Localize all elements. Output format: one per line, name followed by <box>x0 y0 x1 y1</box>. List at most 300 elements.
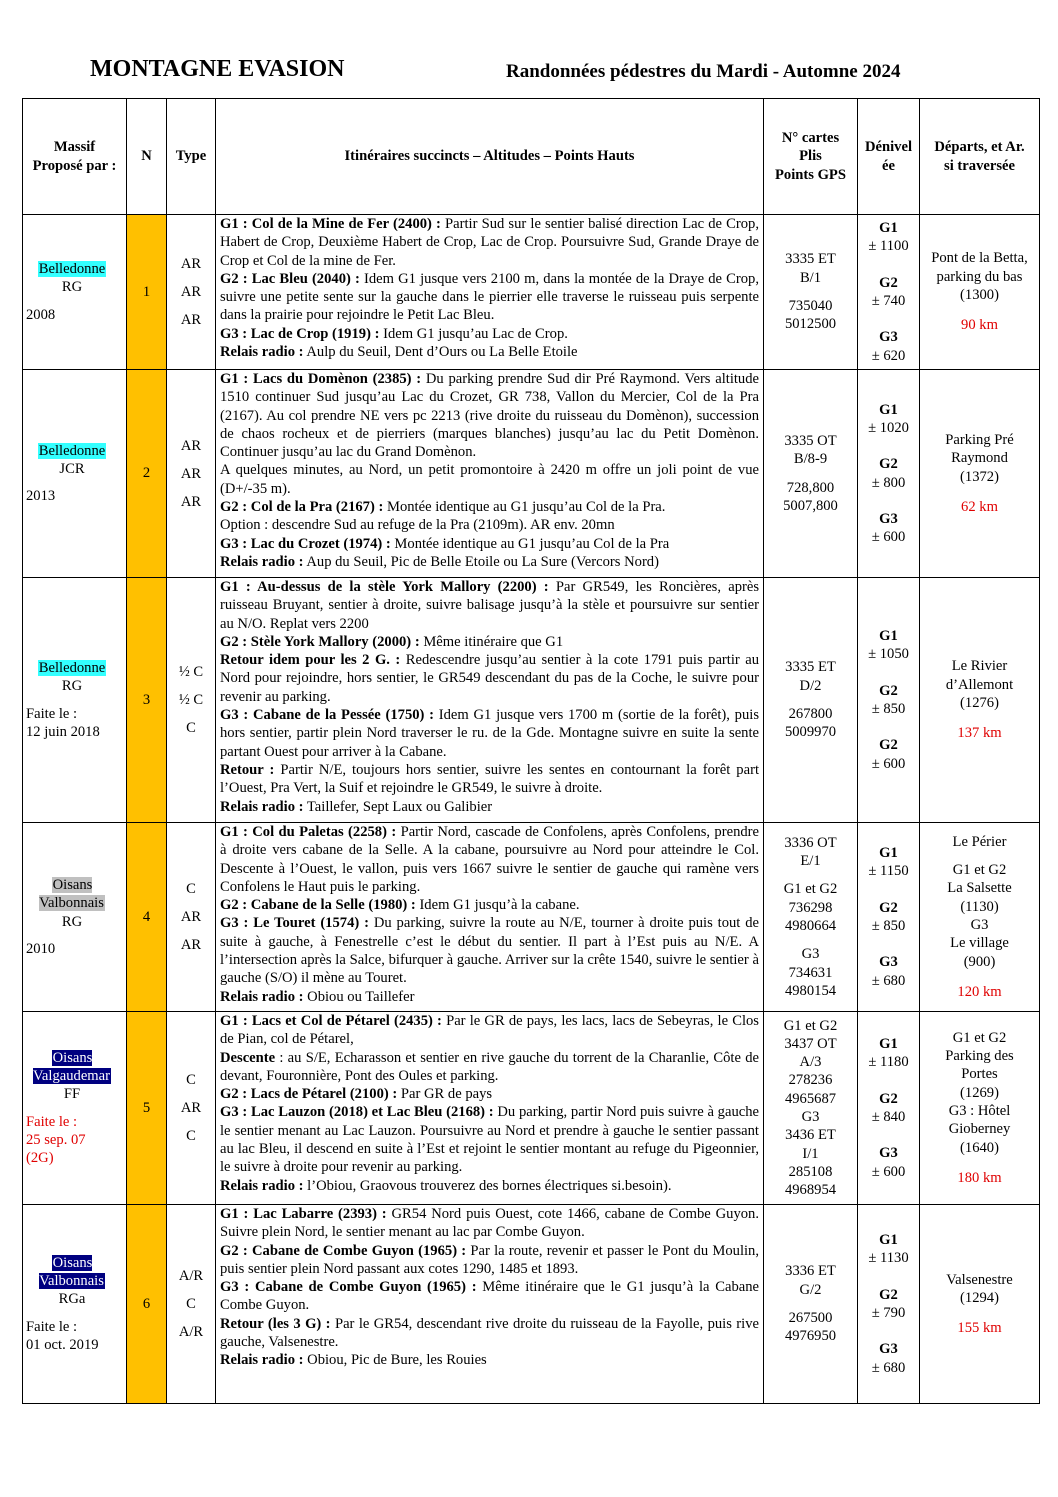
map-line: 4968954 <box>784 1182 837 1199</box>
departure-line: Le Rivier <box>951 658 1008 675</box>
itinerary-label: G3 : Lac du Crozet (1974) : <box>220 535 391 552</box>
massif-cell <box>23 578 127 823</box>
type-value: AR <box>180 937 202 953</box>
massif-name <box>26 876 118 913</box>
group-label: G1 <box>879 628 898 645</box>
elevation-gain: ± 1150 <box>868 863 909 880</box>
departure-line: d’Allemont <box>945 676 1014 693</box>
itinerary-text: Redescendre jusqu’au sentier à la cote 1791 puis partir au Nord pour rejoindre, hors sentier, le GR549 descendant du pas de la Coche, le suivre pour revenir au parking. <box>220 652 759 705</box>
col-denivelee: Dénivel ée <box>858 99 920 215</box>
map-line: E/1 <box>800 853 821 870</box>
col-n: N <box>127 99 167 215</box>
table-row <box>23 370 1040 578</box>
departure-line: G1 et G2 <box>952 862 1007 879</box>
itinerary-text: Idem G1 jusqu’à la cabane. <box>415 897 580 914</box>
elevation-cell <box>858 1205 920 1404</box>
type-value: AR <box>180 312 202 328</box>
map-line: 5007,800 <box>783 497 838 514</box>
distance-km: 120 km <box>957 983 1002 1000</box>
massif-cell <box>23 370 127 578</box>
departure-line: G1 et G2 <box>952 1029 1007 1046</box>
itinerary-line <box>220 370 759 461</box>
type-value: C <box>186 1296 196 1312</box>
departure-line: La Salsette <box>947 880 1012 897</box>
itinerary-cell <box>216 370 764 578</box>
date-line: 2008 <box>26 306 56 323</box>
distance-km: 180 km <box>957 1169 1002 1186</box>
departure-line: Portes <box>961 1066 998 1083</box>
map-line: 267800 <box>788 706 833 722</box>
itinerary-text: Obiou ou Taillefer <box>303 988 415 1005</box>
departure-line: Gioberney <box>948 1121 1011 1138</box>
massif-block <box>26 659 118 696</box>
date-line: 12 juin 2018 <box>26 723 100 740</box>
itinerary-text: Taillefer, Sept Laux ou Galibier <box>303 798 493 815</box>
itinerary-line <box>220 1012 759 1049</box>
elevation-cell <box>858 1012 920 1205</box>
group-label: G3 <box>879 1145 898 1162</box>
itinerary-text: Par GR549, les Roncières, après ruisseau Bruyant, sentier à droite, suivre balisage jusqu’à la stèle et poursuivre sur sentier au N/O. Replat vers 2200 <box>220 579 760 632</box>
departure-line: (1130) <box>960 898 999 915</box>
itinerary-text: Par le GR de pays, les lacs, lacs de Sebeyras, le Clos de Pian, col de Pétarel, <box>220 1013 759 1048</box>
itinerary-text: Idem G1 jusqu’au Lac de Crop. <box>379 325 568 342</box>
table-row <box>23 1205 1040 1404</box>
elevation-gain: ± 850 <box>871 918 906 934</box>
map-cell <box>764 370 858 578</box>
itinerary-label: G3 : Lac Lauzon (2018) et Lac Bleu (2168) : <box>220 1104 494 1121</box>
date-line: Faite le : <box>26 1318 78 1335</box>
departure-line: Parking des <box>945 1048 1014 1065</box>
departure-line: (1372) <box>960 468 999 485</box>
departure-cell <box>920 823 1040 1012</box>
itinerary-line <box>220 1103 759 1176</box>
type-cell <box>167 215 216 370</box>
itinerary-text: Option : descendre Sud au refuge de la Pra (2109m). AR env. 20mn <box>220 517 615 534</box>
itinerary-label: G1 : Lac Labarre (2393) : <box>220 1206 387 1222</box>
itinerary-line <box>220 1351 759 1369</box>
itinerary-text: Du parking, partir Nord puis suivre à gauche le sentier menant au Lac Lauzon. Poursuivre au Nord et prendre à gauche le sentier passant au lac Bleu, il descend en suite à l’Est et rejoint le sentier montant au refuge du Pigeonnier, le suivre à droite pour revenir au parking. <box>220 1104 760 1176</box>
itinerary-label: G1 : Lacs et Col de Pétarel (2435) : <box>220 1013 442 1029</box>
map-line: 4976950 <box>784 1328 837 1345</box>
itinerary-label: Relais radio : <box>220 553 304 570</box>
map-line: I/1 <box>802 1145 819 1162</box>
map-line <box>764 1299 857 1309</box>
itinerary-line <box>220 1315 759 1352</box>
itinerary-text: Aup du Seuil, Pic de Belle Etoile ou La Sure (Vercors Nord) <box>303 553 659 570</box>
massif-cell <box>23 1205 127 1404</box>
itinerary-label: Retour idem pour les 2 G. : <box>220 652 401 669</box>
massif-badge: Oisans Valgaudemar <box>33 1049 110 1084</box>
hike-number: 2 <box>127 370 167 578</box>
itinerary-cell <box>216 1012 764 1205</box>
departure-line: (1269) <box>960 1084 999 1101</box>
map-line <box>764 870 857 880</box>
proposer: JCR <box>59 460 85 477</box>
itinerary-text: Du parking, suivre la route au N/E, tourner à droite puis tout de suite à gauche, à Fenestrelle c’est le début du sentier. Il part à l’Est puis au N/E. A l’intersection après la Salce, bifurquer à gauche. Arriver sur la crête 1540, suivre le sentier à gauche (S/O) il mène au Touret. <box>220 915 759 987</box>
departure-line: Valsenestre <box>946 1271 1013 1288</box>
map-line: G/2 <box>799 1281 822 1298</box>
group-label: G2 <box>879 899 898 916</box>
type-value: AR <box>180 284 202 300</box>
itinerary-line <box>220 325 759 343</box>
itinerary-line <box>220 761 759 798</box>
departure-line: (900) <box>963 953 996 970</box>
itinerary-line <box>220 1085 759 1103</box>
massif-block <box>26 1049 118 1104</box>
elevation-gain: ± 800 <box>871 474 906 491</box>
itinerary-cell <box>216 578 764 823</box>
itinerary-text: Montée identique au G1 jusqu’au Col de la Pra. <box>383 499 666 516</box>
itinerary-line <box>220 633 759 651</box>
type-value: C <box>186 1128 196 1144</box>
map-line <box>764 469 857 479</box>
map-line: 728,800 <box>786 479 835 496</box>
itinerary-label: Retour (les 3 G) : <box>220 1315 331 1332</box>
departure-line: Pont de la Betta, <box>931 250 1028 267</box>
type-value: C <box>186 1072 196 1088</box>
map-line: B/1 <box>799 269 822 286</box>
itinerary-line <box>220 896 759 914</box>
itinerary-cell <box>216 215 764 370</box>
elevation-gain: ± 680 <box>871 972 906 989</box>
group-label: G3 <box>879 510 898 527</box>
table-header-row <box>23 99 1040 215</box>
map-cell <box>764 1012 858 1205</box>
itinerary-line <box>220 343 759 361</box>
massif-block <box>26 260 118 297</box>
departure-cell <box>920 578 1040 823</box>
group-label: G3 <box>879 329 898 346</box>
itinerary-label: G1 : Col du Paletas (2258) : <box>220 824 397 840</box>
type-value: AR <box>180 1100 202 1116</box>
map-line: 267500 <box>788 1310 833 1326</box>
map-line: 3437 OT <box>784 1035 837 1052</box>
group-label: G2 <box>879 1090 898 1107</box>
map-line: 4965687 <box>784 1090 837 1107</box>
map-cell <box>764 578 858 823</box>
itinerary-line <box>220 988 759 1006</box>
col-cartes: N° cartes Plis Points GPS <box>764 99 858 215</box>
hike-number: 6 <box>127 1205 167 1404</box>
elevation-gain: ± 790 <box>871 1305 906 1321</box>
departure-line: G3 : Hôtel <box>948 1103 1011 1119</box>
map-line: 735040 <box>788 298 833 314</box>
club-title: MONTAGNE EVASION <box>90 56 345 82</box>
hikes-table <box>22 98 1040 1404</box>
massif-name <box>26 659 118 677</box>
elevation-gain: ± 1130 <box>868 1250 909 1267</box>
departure-line: parking du bas <box>936 268 1023 285</box>
itinerary-line <box>220 516 759 534</box>
distance-km: 155 km <box>957 1320 1002 1337</box>
type-cell <box>167 1012 216 1205</box>
departure-line: (1294) <box>960 1289 999 1306</box>
itinerary-line <box>220 706 759 761</box>
itinerary-line <box>220 270 759 325</box>
proposer: RG <box>61 913 83 930</box>
itinerary-line <box>220 553 759 571</box>
massif-badge: Belledonne <box>38 442 106 459</box>
map-line: 3436 ET <box>785 1127 836 1144</box>
proposer: FF <box>63 1086 81 1103</box>
table-row <box>23 578 1040 823</box>
itinerary-label: Relais radio : <box>220 344 304 361</box>
map-line: G3 <box>801 946 820 963</box>
type-cell <box>167 1205 216 1404</box>
map-line: D/2 <box>799 677 822 694</box>
group-label: G2 <box>879 456 898 473</box>
group-label: G1 <box>879 1232 898 1249</box>
departure-cell <box>920 1205 1040 1404</box>
massif-name <box>26 1254 118 1291</box>
elevation-gain: ± 680 <box>871 1359 906 1376</box>
type-value: ½ C <box>178 664 204 680</box>
group-label: G2 <box>879 737 898 754</box>
itinerary-line <box>220 578 759 633</box>
itinerary-label: G1 : Au-dessus de la stèle York Mallory (2200) : <box>220 579 549 595</box>
map-line: 3336 OT <box>784 834 837 851</box>
map-cell <box>764 215 858 370</box>
massif-badge: Belledonne <box>38 261 106 278</box>
col-type: Type <box>167 99 216 215</box>
map-line: G1 et G2 <box>783 881 838 898</box>
hike-number: 4 <box>127 823 167 1012</box>
map-line <box>764 287 857 297</box>
itinerary-text: Même itinéraire que G1 <box>419 633 564 650</box>
map-line: 736298 <box>788 899 833 916</box>
elevation-gain: ± 850 <box>871 701 906 717</box>
group-label: G2 <box>879 1286 898 1303</box>
departure-line: (1300) <box>960 287 999 303</box>
itinerary-line <box>220 1177 759 1195</box>
map-line <box>764 695 857 705</box>
elevation-gain: ± 600 <box>871 1163 906 1180</box>
group-label: G1 <box>879 220 898 237</box>
itinerary-line <box>220 535 759 553</box>
itinerary-line <box>220 798 759 816</box>
departure-line <box>920 851 1039 861</box>
itinerary-text: Par GR de pays <box>397 1086 493 1103</box>
departure-line: (1640) <box>960 1139 999 1156</box>
type-cell <box>167 370 216 578</box>
map-line: 4980664 <box>784 918 837 934</box>
itinerary-label: G2 : Cabane de la Selle (1980) : <box>220 897 416 914</box>
itinerary-label: G2 : Lacs de Pétarel (2100) : <box>220 1086 398 1103</box>
itinerary-label: G2 : Col de la Pra (2167) : <box>220 499 384 516</box>
itinerary-cell <box>216 1205 764 1404</box>
map-line: 278236 <box>788 1072 833 1089</box>
itinerary-label: G3 : Cabane de la Pessée (1750) : <box>220 707 435 724</box>
map-line: B/8-9 <box>793 451 828 468</box>
itinerary-label: G3 : Lac de Crop (1919) : <box>220 325 380 342</box>
elevation-gain: ± 1100 <box>868 238 909 255</box>
itinerary-line <box>220 215 759 270</box>
elevation-gain: ± 1180 <box>868 1054 909 1071</box>
map-line: 3335 ET <box>785 251 836 268</box>
itinerary-text: Montée identique au G1 jusqu’au Col de la Pra <box>390 535 670 552</box>
itinerary-text: Par la route, revenir et passer le Pont du Moulin, puis sentier plein Nord passant aux cotes 1290, 1485 et 1893. <box>220 1242 760 1277</box>
itinerary-text: Idem G1 jusque vers 1700 m (sortie de la forêt), puis hors sentier, partir plein Nord traverser le ru. de la Gde. Montagne suivre en suite la sente partant Ouest pour arriver à la Cabane. <box>220 707 759 760</box>
departure-line: Le village <box>950 935 1009 952</box>
type-value: AR <box>180 465 202 482</box>
map-line: 734631 <box>788 964 833 981</box>
massif-block <box>26 1254 118 1309</box>
proposer: RG <box>61 279 83 296</box>
group-label: G3 <box>879 1341 898 1358</box>
itinerary-text: l’Obiou, Graovous trouverez des bornes électriques si.besoin). <box>303 1177 672 1194</box>
group-label: G3 <box>879 954 898 971</box>
elevation-gain: ± 740 <box>871 293 906 309</box>
itinerary-line <box>220 651 759 706</box>
distance-km: 137 km <box>957 725 1002 742</box>
itinerary-label: Descente <box>220 1049 276 1066</box>
map-line: 4980154 <box>784 982 837 999</box>
itinerary-line <box>220 1205 759 1242</box>
col-departs: Départs, et Ar. si traversée <box>920 99 1040 215</box>
itinerary-text: Même itinéraire que le G1 jusqu’à la Cabane Combe Guyon. <box>220 1279 760 1314</box>
massif-cell <box>23 823 127 1012</box>
itinerary-text: Par le GR54, descendant rive droite du ruisseau de la Fayolle, puis rive gauche, Valsenestre. <box>220 1315 759 1351</box>
date-line: Faite le : <box>26 1113 78 1130</box>
col-itineraires: Itinéraires succincts – Altitudes – Points Hauts <box>216 99 764 215</box>
table-row <box>23 823 1040 1012</box>
itinerary-line <box>220 498 759 516</box>
itinerary-line <box>220 461 759 498</box>
type-value: AR <box>180 909 202 925</box>
departure-cell <box>920 215 1040 370</box>
itinerary-text: Obiou, Pic de Bure, les Rouies <box>303 1352 487 1369</box>
itinerary-label: Relais radio : <box>220 1177 304 1194</box>
itinerary-label: G3 : Cabane de Combe Guyon (1965) : <box>220 1279 477 1296</box>
elevation-cell <box>858 823 920 1012</box>
col-massif: Massif Proposé par : <box>23 99 127 215</box>
distance-km: 62 km <box>961 498 998 515</box>
date-line: Faite le : <box>26 705 78 722</box>
distance-km: 90 km <box>961 317 998 334</box>
table-row <box>23 215 1040 370</box>
proposer: RGa <box>58 1291 86 1308</box>
massif-cell <box>23 215 127 370</box>
itinerary-line <box>220 914 759 987</box>
departure-line: Parking Pré <box>945 431 1014 448</box>
map-cell <box>764 823 858 1012</box>
map-line: 3335 OT <box>784 432 837 449</box>
itinerary-text: A quelques minutes, au Nord, un petit promontoire à 2420 m offre un joli point de vue (D+/-35 m). <box>220 462 759 497</box>
elevation-cell <box>858 370 920 578</box>
map-line: 5012500 <box>784 316 837 333</box>
elevation-gain: ± 1050 <box>868 646 909 663</box>
massif-name <box>26 260 118 278</box>
map-line: 3336 ET <box>785 1263 836 1280</box>
departure-line: (1276) <box>960 695 999 711</box>
itinerary-text: Du parking prendre Sud dir Pré Raymond. Vers altitude 1510 continuer Sud jusqu’au Lac du Crozet, GR 738, Vallon du Mercier, Col de la Pra (2167). Au col prendre NE vers pc 2213 (rive droite du ruisseau du Domènon), succession de chaos rocheux et de pierriers (marques blanches) jusqu’au lac du Petit Domènon. Continuer jusqu’au lac du Grand Domènon. <box>220 371 759 461</box>
map-line: 5009970 <box>784 724 837 741</box>
map-cell <box>764 1205 858 1404</box>
type-value: ½ C <box>178 692 204 708</box>
massif-badge: Oisans Valbonnais <box>39 1254 104 1290</box>
itinerary-line <box>220 1242 759 1279</box>
itinerary-text: Idem G1 jusque vers 2100 m, dans la montée de la Draye de Crop, suivre une petite sente sur la gauche dans le pierrier elle traverse le ruisseau puis serpente dans la prairie pour rejoindre le Petit Lac Bleu. <box>220 270 759 324</box>
itinerary-line <box>220 1278 759 1315</box>
group-label: G2 <box>879 274 898 291</box>
itinerary-label: G1 : Lacs du Domènon (2385) : <box>220 371 422 387</box>
map-line: G1 et G2 <box>783 1017 838 1034</box>
type-value: AR <box>180 256 202 272</box>
map-line: 3335 ET <box>785 659 836 676</box>
type-value: AR <box>180 493 202 510</box>
elevation-cell <box>858 578 920 823</box>
departure-cell <box>920 1012 1040 1205</box>
group-label: G1 <box>879 845 898 862</box>
massif-block <box>26 876 118 931</box>
itinerary-label: Retour : <box>220 761 275 778</box>
elevation-gain: ± 840 <box>871 1109 906 1125</box>
departure-cell <box>920 370 1040 578</box>
group-label: G2 <box>879 682 898 699</box>
table-row <box>23 1012 1040 1205</box>
itinerary-text: Partir N/E, toujours hors sentier, suivre les sentes en contournant la forêt part l’Ouest, Pra Vert, la Suif et rejoindre le GR549, le suivre à droite. <box>220 761 759 797</box>
map-line: G3 <box>801 1109 820 1125</box>
itinerary-label: Relais radio : <box>220 988 304 1005</box>
itinerary-label: G2 : Cabane de Combe Guyon (1965) : <box>220 1242 467 1259</box>
itinerary-text: Partir Nord, cascade de Confolens, après Confolens, prendre à droite vers cabane de la Selle. A la cabane, poursuivre au Nord pour atteindre le Col. Descente à l’Ouest, le vallon, puis vers 1667 suivre le sentier de gauche qui ramène vers Confolens le Haut puis le parking. <box>220 824 759 895</box>
massif-badge: Oisans Valbonnais <box>39 876 104 912</box>
date-line: (2G) <box>26 1150 54 1167</box>
hike-number: 1 <box>127 215 167 370</box>
departure-line: G3 <box>970 917 989 933</box>
elevation-gain: ± 620 <box>871 347 906 364</box>
itinerary-label: Relais radio : <box>220 798 304 815</box>
itinerary-label: G3 : Le Touret (1574) : <box>220 915 369 932</box>
map-line <box>764 935 857 945</box>
massif-name <box>26 442 118 460</box>
elevation-gain: ± 1020 <box>868 419 909 436</box>
type-value: C <box>186 881 196 897</box>
itinerary-label: G2 : Lac Bleu (2040) : <box>220 270 360 287</box>
itinerary-text: Partir Sud sur le sentier balisé direction Lac de Crop, Habert de Crop, Deuxième Habert de Crop, Lac de Crop. Poursuivre Sud, Grande Draye de Crop et Col de la mine de Fer. <box>220 216 759 269</box>
elevation-gain: ± 600 <box>871 755 906 772</box>
type-value: C <box>186 720 196 736</box>
itinerary-line <box>220 1049 759 1086</box>
hike-number: 5 <box>127 1012 167 1205</box>
itinerary-text: : au S/E, Echarasson et sentier en rive gauche du torrent de la Charanlie, Côte de devant, Fouronnière, Pont des Oules et parking. <box>220 1049 759 1084</box>
departure-line: Raymond <box>951 450 1008 467</box>
type-value: A/R <box>178 1324 204 1340</box>
type-value: AR <box>180 437 202 454</box>
massif-block <box>26 442 118 479</box>
map-line: A/3 <box>799 1054 822 1071</box>
departure-line: Le Périer <box>952 833 1007 850</box>
massif-badge: Belledonne <box>38 659 106 676</box>
itinerary-text: Aulp du Seuil, Dent d’Ours ou La Belle Etoile <box>303 344 578 361</box>
elevation-gain: ± 600 <box>871 529 906 546</box>
itinerary-label: G2 : Stèle York Mallory (2000) : <box>220 633 420 650</box>
itinerary-line <box>220 823 759 896</box>
date-line: 2013 <box>26 488 56 505</box>
date-line: 2010 <box>26 940 56 957</box>
itinerary-label: Relais radio : <box>220 1352 304 1369</box>
itinerary-text: GR54 Nord puis Ouest, cote 1466, cabane de Combe Guyon. Suivre plein Nord, le sentier menant au lac par Combe Guyon. <box>220 1206 759 1241</box>
date-line: 25 sep. 07 <box>26 1131 86 1148</box>
hike-number: 3 <box>127 578 167 823</box>
page-subtitle: Randonnées pédestres du Mardi - Automne 2024 <box>506 61 901 82</box>
type-cell <box>167 578 216 823</box>
map-line: 285108 <box>788 1163 833 1180</box>
proposer: RG <box>61 678 83 695</box>
group-label: G1 <box>879 401 898 418</box>
itinerary-cell <box>216 823 764 1012</box>
elevation-cell <box>858 215 920 370</box>
